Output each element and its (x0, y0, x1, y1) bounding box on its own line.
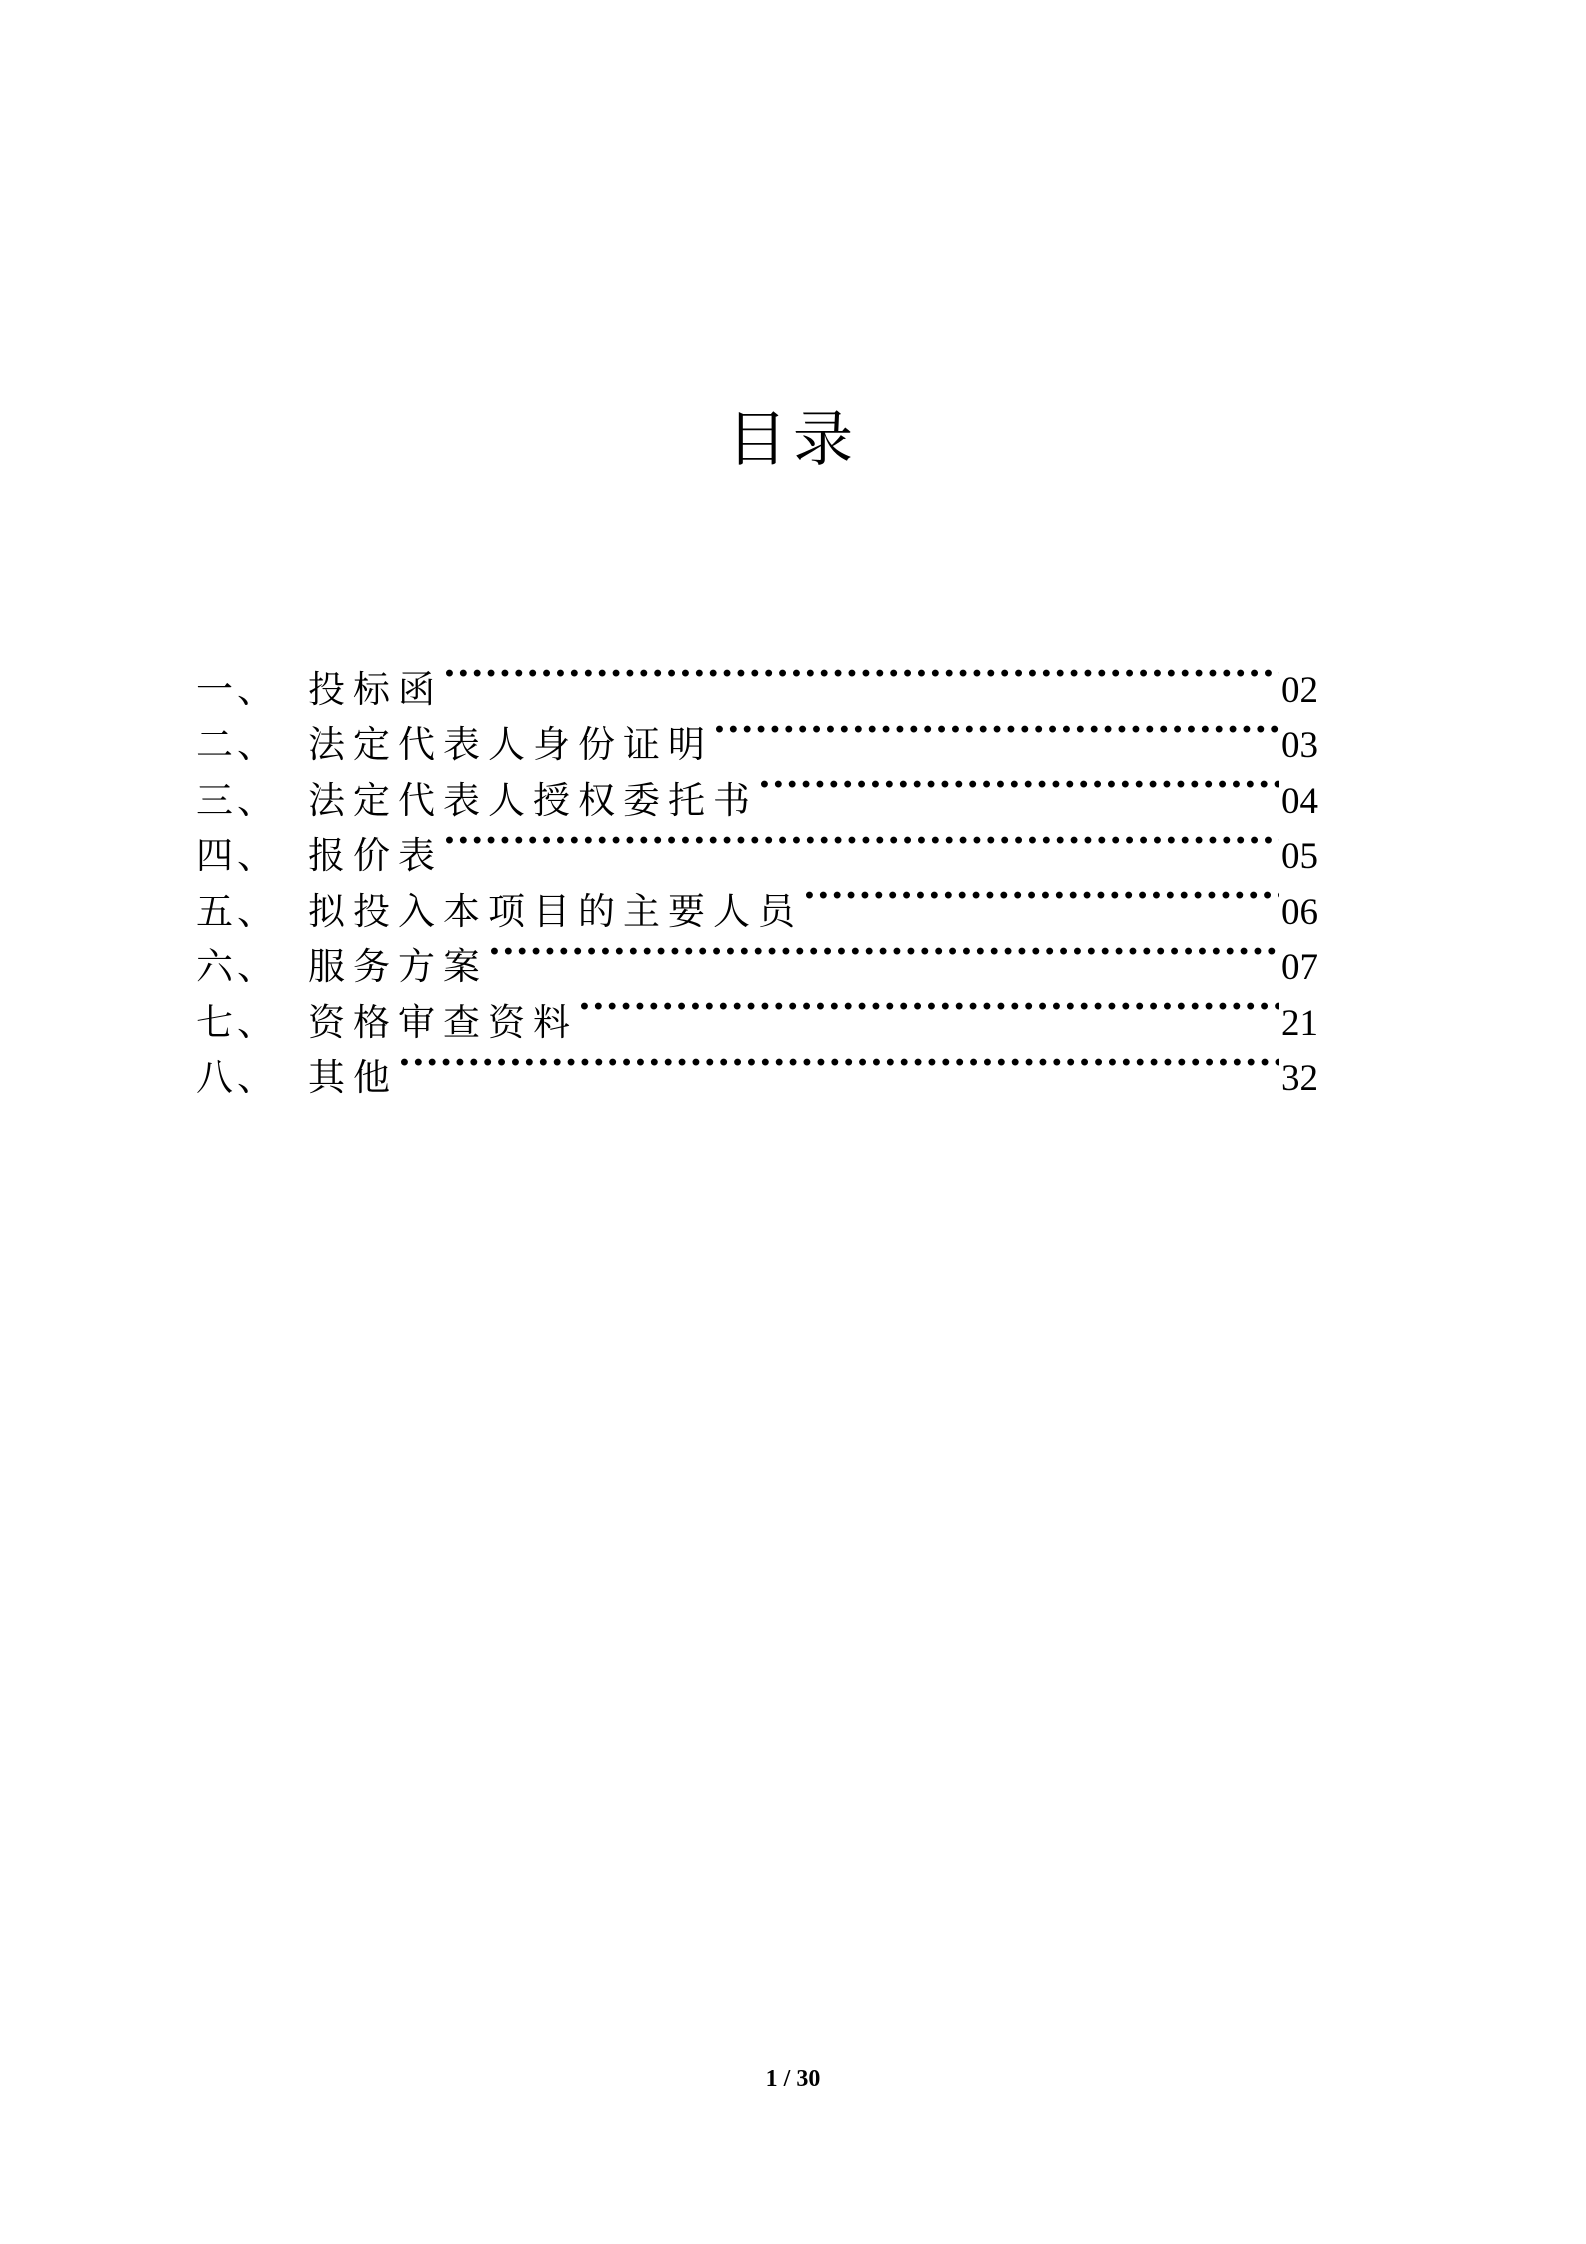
toc-item-page: 02 (1281, 669, 1318, 711)
toc-item-number: 三、 (196, 778, 278, 822)
page-title: 目录 (727, 405, 859, 475)
toc-item-page: 03 (1281, 725, 1318, 766)
toc-item-title: 报价表 (308, 834, 443, 877)
toc-leader-dots (443, 813, 1279, 869)
toc-item-page: 07 (1281, 947, 1318, 988)
toc-leader-dots (758, 757, 1279, 813)
toc-item-page: 06 (1281, 891, 1318, 933)
toc-leader-dots (488, 924, 1279, 980)
toc-item-page: 04 (1281, 780, 1318, 822)
toc-leader-dots (443, 646, 1279, 702)
toc-item-number: 八、 (196, 1056, 278, 1099)
toc-item-number: 七、 (196, 1000, 278, 1044)
toc-item (196, 646, 1318, 711)
toc-leader-dots (578, 979, 1279, 1035)
table-of-contents (196, 646, 1318, 1099)
toc-item-number: 一、 (196, 667, 278, 711)
toc-item-title: 资格审查资料 (308, 1000, 578, 1044)
toc-leader-dots (713, 702, 1279, 758)
toc-item-title: 服务方案 (308, 945, 488, 988)
toc-item-title: 其他 (308, 1056, 398, 1099)
toc-item-title: 法定代表人授权委托书 (308, 778, 758, 822)
page-number-footer: 1 / 30 (765, 2066, 821, 2092)
toc-item-page: 21 (1281, 1002, 1318, 1044)
toc-item-title: 法定代表人身份证明 (308, 723, 713, 766)
toc-item-page: 05 (1281, 836, 1318, 877)
toc-leader-dots (803, 868, 1279, 924)
toc-item-number: 二、 (196, 723, 278, 766)
toc-leader-dots (398, 1035, 1279, 1091)
toc-item-number: 五、 (196, 889, 278, 933)
toc-item-page: 32 (1281, 1058, 1318, 1099)
toc-item-number: 四、 (196, 834, 278, 877)
toc-item-number: 六、 (196, 945, 278, 988)
toc-item-title: 拟投入本项目的主要人员 (308, 889, 803, 933)
toc-item-title: 投标函 (308, 667, 443, 711)
